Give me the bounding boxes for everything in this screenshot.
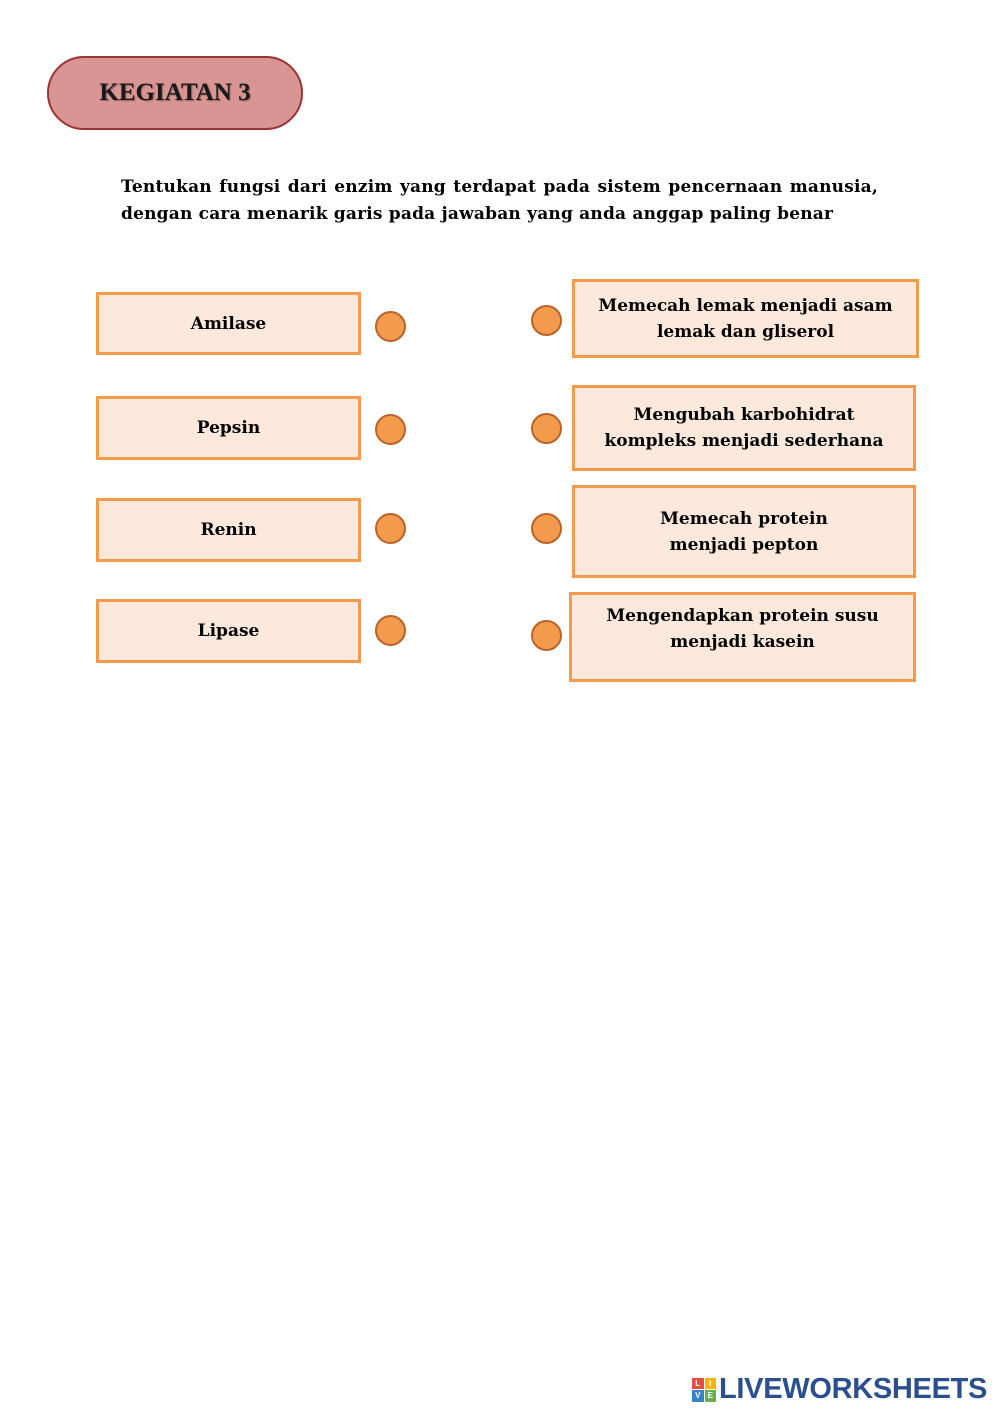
logo-grid-icon: L I V E — [692, 1378, 716, 1402]
enzyme-box-amilase — [96, 292, 361, 355]
function-label: Memecah lemak menjadi asam lemak dan gliserol — [598, 295, 893, 342]
left-match-dot-lipase[interactable] — [375, 615, 406, 646]
function-label: Mengendapkan protein susu menjadi kasein — [606, 606, 879, 652]
enzyme-box-pepsin — [96, 396, 361, 460]
brand-name: LIVEWORKSHEETS — [719, 1373, 988, 1405]
activity-title-badge — [47, 56, 303, 130]
right-match-dot-1[interactable] — [531, 305, 562, 336]
function-box-3 — [572, 485, 916, 578]
function-box-1 — [572, 279, 919, 358]
right-match-dot-4[interactable] — [531, 620, 562, 651]
right-match-dot-3[interactable] — [531, 513, 562, 544]
left-match-dot-renin[interactable] — [375, 513, 406, 544]
enzyme-label: Pepsin — [196, 418, 261, 438]
left-match-dot-pepsin[interactable] — [375, 414, 406, 445]
enzyme-box-renin — [96, 498, 361, 562]
enzyme-label: Lipase — [197, 621, 260, 641]
enzyme-label: Amilase — [190, 313, 267, 334]
instruction-text: Tentukan fungsi dari enzim yang terdapat pada sistem pencernaan manusia, dengan cara menarik garis pada jawaban yang anda anggap paling benar — [121, 177, 878, 224]
function-label: Memecah protein menjadi pepton — [660, 508, 828, 555]
right-match-dot-2[interactable] — [531, 413, 562, 444]
enzyme-box-lipase — [96, 599, 361, 663]
function-label: Mengubah karbohidrat kompleks menjadi sederhana — [604, 405, 884, 451]
liveworksheets-logo — [692, 1373, 987, 1406]
function-box-4 — [569, 592, 916, 682]
function-box-2 — [572, 385, 916, 471]
activity-title: KEGIATAN 3 — [99, 79, 251, 106]
enzyme-label: Renin — [200, 520, 257, 540]
left-match-dot-amilase[interactable] — [375, 311, 406, 342]
